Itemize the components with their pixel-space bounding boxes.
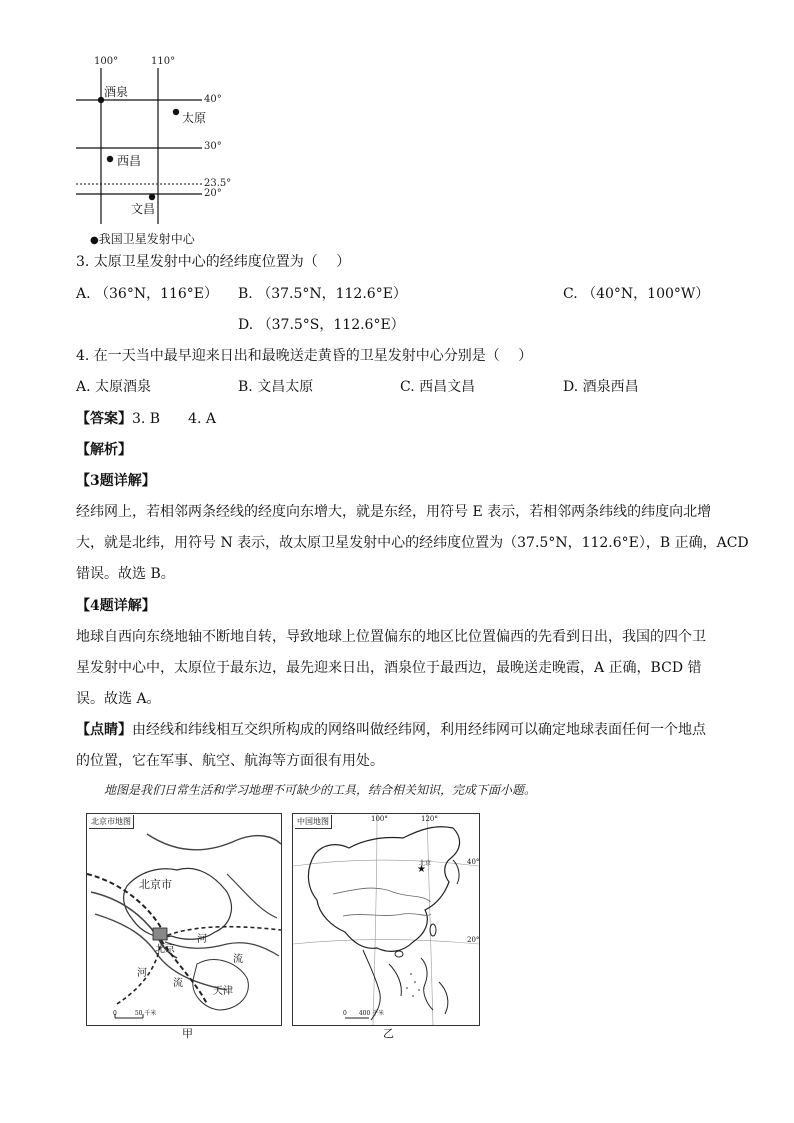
city-label-taiyuan: 太原 [182, 111, 207, 125]
answer-line [76, 408, 216, 428]
caption-jia: 甲 [182, 1027, 193, 1040]
answer-text: 3. B 4. A [132, 411, 217, 427]
china-map-lat-40: 40° [467, 858, 480, 866]
q4-option-a: A. 太原酒泉 [76, 379, 152, 395]
beijing-map-title: 北京市地图 [89, 815, 134, 829]
beijing-map-label-river2: 河 [137, 968, 147, 979]
beijing-map-label-flow2: 流 [173, 978, 183, 989]
detail3-line-1: 经纬网上，若相邻两条经线的经度向东增大，就是东经，用符号 E 表示，若相邻两条纬线的纬度向北增 [76, 504, 712, 520]
pointer-line-1: 【点睛】由经线和纬线相互交织所构成的网络叫做经纬网，利用经纬网可以确定地球表面任何一个地点 [76, 722, 706, 738]
q4-option-b: B. 文昌太原 [238, 379, 314, 395]
china-map-title: 中国地图 [295, 815, 332, 829]
lat-label-20: 20° [204, 188, 222, 199]
china-map-drawing [293, 814, 479, 1025]
q3-option-c: C. （40°N，100°W） [563, 286, 710, 302]
beijing-map-label-core: 北京 [155, 944, 175, 955]
answer-tag: 【答案】 [76, 411, 132, 427]
pointer-line-2: 的位置，它在军事、航空、航海等方面很有用处。 [76, 753, 384, 769]
q4-option-c: C. 西昌文昌 [400, 379, 476, 395]
detail3-tag: 【3题详解】 [76, 473, 156, 489]
intro-text: 地图是我们日常生活和学习地理不可缺少的工具，结合相关知识，完成下面小题。 [104, 783, 537, 797]
xichang-dot [107, 156, 113, 162]
china-map-lon-100: 100° [371, 815, 388, 823]
city-label-jiuquan: 酒泉 [104, 85, 129, 99]
beijing-map-label-river1: 河 [197, 934, 207, 945]
legend-dot-icon: ● [90, 235, 99, 246]
china-map-scale: 0 400 千米 [343, 1010, 385, 1017]
detail4-line-3: 误。故选 A。 [76, 691, 161, 707]
q3-option-d: D. （37.5°S，112.6°E） [238, 317, 405, 333]
q3-option-b: B. （37.5°N，112.6°E） [238, 286, 407, 302]
beijing-map-drawing [87, 814, 281, 1025]
beijing-map-scale: 0 50 千米 [113, 1010, 157, 1017]
detail3-line-2: 大，就是北纬，用符号 N 表示，故太原卫星发射中心的经纬度位置为（37.5°N，112.6°E），B 正确，ACD [76, 535, 749, 551]
q4-stem: 4. 在一天当中最早迎来日出和最晚送走黄昏的卫星发射中心分别是（ ） [76, 348, 533, 364]
lat-lon-grid-figure [70, 52, 240, 247]
lat-label-30: 30° [204, 141, 222, 152]
detail3-line-3: 错误。故选 B。 [76, 566, 175, 582]
taiyuan-dot [173, 109, 179, 115]
lat-label-23-5: 23.5° [204, 178, 232, 189]
lon-label-110: 110° [151, 56, 176, 67]
city-label-wenchang: 文昌 [131, 202, 156, 216]
detail4-line-2: 星发射中心中，太原位于最东边，最先迎来日出，酒泉位于最西边，最晚送走晚霞，A 正确，BCD 错 [76, 660, 702, 676]
detail4-line-1: 地球自西向东绕地轴不断地自转，导致地球上位置偏东的地区比位置偏西的先看到日出，我国的四个卫 [76, 629, 706, 645]
beijing-map [86, 813, 282, 1026]
lon-label-100: 100° [94, 56, 119, 67]
grid-legend: ●我国卫星发射中心 [90, 232, 195, 246]
q3-option-a: A. （36°N，116°E） [76, 286, 219, 302]
lat-label-40: 40° [204, 94, 222, 105]
q3-stem: 3. 太原卫星发射中心的经纬度位置为（ ） [76, 254, 351, 270]
beijing-map-label-city: 北京市 [139, 878, 172, 891]
city-label-xichang: 西昌 [117, 154, 142, 168]
china-map-city-beijing: 北京 [419, 860, 432, 867]
china-map [292, 813, 480, 1026]
caption-yi: 乙 [383, 1027, 394, 1040]
q4-option-d: D. 酒泉西昌 [563, 379, 639, 395]
capital-star-icon: ★ [417, 864, 426, 875]
china-map-lon-120: 120° [421, 815, 438, 823]
china-map-lat-20: 20° [467, 936, 480, 944]
beijing-map-label-tianjin: 天津 [213, 986, 233, 997]
analysis-tag: 【解析】 [76, 442, 132, 458]
beijing-map-label-flow1: 流 [233, 954, 243, 965]
pointer-tag: 【点睛】 [76, 722, 132, 738]
detail4-tag: 【4题详解】 [76, 598, 156, 614]
